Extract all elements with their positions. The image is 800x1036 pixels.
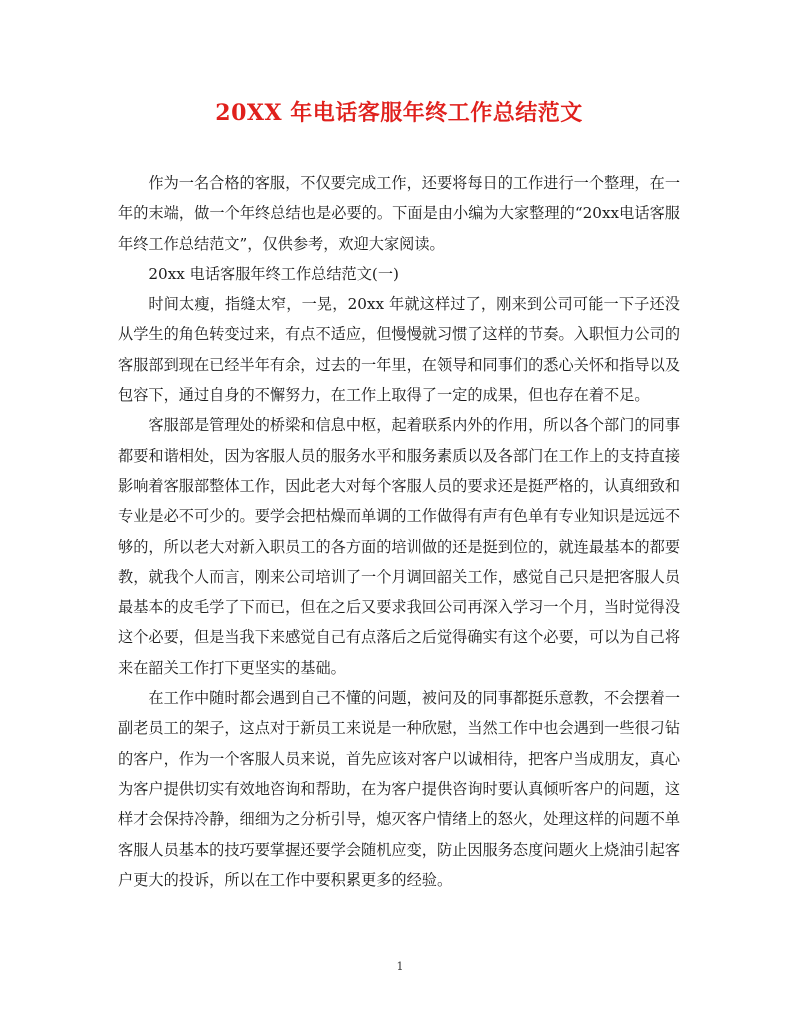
- body-paragraph: 在工作中随时都会遇到自己不懂的问题，被问及的同事都挺乐意教，不会摆着一副老员工的架子，这点对于新员工来说是一种欣慰，当然工作中也会遇到一些很刁钻的客户，作为一个客服人员来说，首先应该对客户以诚相待，把客户当成朋友，真心为客户提供切实有效地咨询和帮助，在为客户提供咨询时要认真倾听客户的问题，这样才会保持冷静，细细为之分析引导，熄灭客户情绪上的怒火，处理这样的问题不单客服人员基本的技巧要掌握还要学会随机应变，防止因服务态度问题火上烧油引起客户更大的投诉，所以在工作中要积累更多的经验。: [118, 689, 680, 889]
- intro-paragraph: 作为一名合格的客服，不仅要完成工作，还要将每日的工作进行一个整理，在一年的末端，做一个年终总结也是必要的。下面是由小编为大家整理的“20xx电话客服年终工作总结范文”，仅供参考，欢迎大家阅读。: [118, 174, 680, 253]
- document-title: 20XX 年电话客服年终工作总结范文: [215, 100, 583, 126]
- body-paragraph: 时间太瘦，指缝太窄，一晃，20xx 年就这样过了，刚来到公司可能一下子还没从学生的角色转变过来，有点不适应，但慢慢就习惯了这样的节奏。入职恒力公司的客服部到现在已经半年有余，过去的一年里，在领导和同事们的悉心关怀和指导以及包容下，通过自身的不懈努力，在工作上取得了一定的成果，但也存在着不足。: [118, 295, 680, 405]
- page-number: 1: [396, 960, 404, 973]
- body-paragraph: 客服部是管理处的桥梁和信息中枢，起着联系内外的作用，所以各个部门的同事都要和谐相处，因为客服人员的服务水平和服务素质以及各部门在工作上的支持直接影响着客服部整体工作，因此老大对每个客服人员的要求还是挺严格的，认真细致和专业是必不可少的。要学会把枯燥而单调的工作做得有声有色单有专业知识是远远不够的，所以老大对新入职员工的各方面的培训做的还是挺到位的，就连最基本的都要教，就我个人而言，刚来公司培训了一个月调回韶关工作，感觉自己只是把客服人员最基本的皮毛学了下而已，但在之后又要求我回公司再深入学习一个月，当时觉得没这个必要，但是当我下来感觉自己有点落后之后觉得确实有这个必要，可以为自己将来在韶关工作打下更坚实的基础。: [118, 416, 680, 677]
- document-page: [118, 98, 680, 895]
- section-heading: 20xx 电话客服年终工作总结范文(一): [148, 264, 399, 283]
